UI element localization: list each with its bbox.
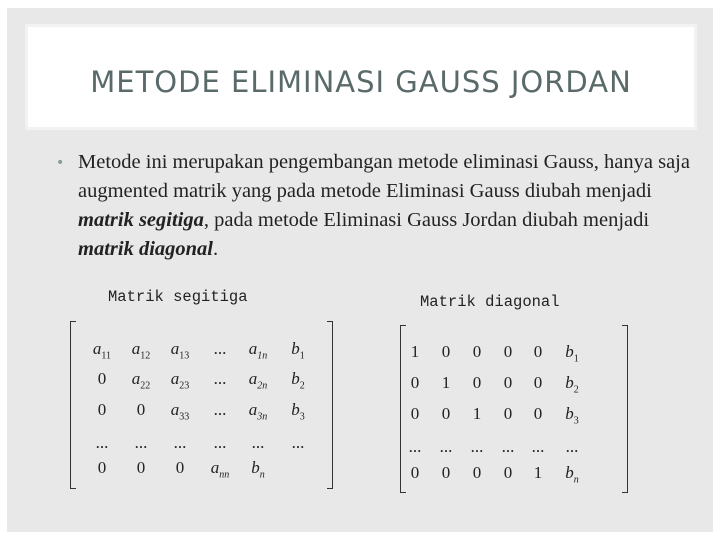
matrix-cell-subscript: nn bbox=[219, 469, 230, 481]
matrix-cell bbox=[160, 369, 200, 391]
matrix-cell-value: 0 bbox=[472, 463, 482, 482]
matrix-cell-value: ... bbox=[470, 437, 484, 456]
matrix-cell bbox=[160, 339, 200, 361]
matrix-cell-value: b bbox=[291, 400, 300, 419]
matrix-cell-value: 0 bbox=[503, 373, 513, 392]
matrix-cell-subscript: 13 bbox=[179, 350, 190, 362]
matrix-cell-subscript: 2 bbox=[573, 384, 579, 396]
slide bbox=[7, 8, 713, 532]
matrix-cell bbox=[121, 369, 161, 391]
matrix-cell-value: b bbox=[565, 404, 574, 423]
matrix-cell bbox=[238, 369, 278, 391]
matrix-cell-value: a bbox=[248, 369, 258, 388]
matrix-cell-value: 1 bbox=[472, 404, 482, 423]
matrix-cell-value: ... bbox=[251, 433, 265, 452]
matrix-cell-subscript: 1 bbox=[299, 350, 305, 362]
matrix-cell bbox=[278, 400, 318, 422]
matrix-cell-value: 0 bbox=[441, 463, 451, 482]
matrix-cell-value: ... bbox=[291, 433, 305, 452]
matrix-cell-value: ... bbox=[408, 437, 422, 456]
paragraph-text-1: Metode ini merupakan pengembangan metode eliminasi Gauss, hanya saja augmented matrik yang pada metode Eliminasi Gauss diubah menjadi bbox=[78, 151, 690, 202]
matrix-cell-value: 0 bbox=[503, 342, 513, 361]
matrix-bracket-right bbox=[327, 321, 333, 489]
matrix-cell-value: b bbox=[251, 458, 260, 477]
matrix-cell-value: a bbox=[131, 339, 141, 358]
matrix-diagonal bbox=[400, 325, 628, 493]
matrix-cell-value: 1 bbox=[533, 463, 543, 482]
matrix-cell bbox=[160, 400, 200, 422]
matrix-cell-value: a bbox=[131, 369, 141, 388]
matrix-cell-value: a bbox=[248, 400, 258, 419]
matrix-cell bbox=[121, 458, 161, 478]
matrix-cell-subscript: 3 bbox=[299, 411, 305, 423]
matrix-cell bbox=[552, 463, 592, 485]
matrix-cell-value: b bbox=[565, 463, 574, 482]
matrix-cell-subscript: 23 bbox=[179, 380, 190, 392]
matrix-cell bbox=[552, 404, 592, 426]
matrix-cell-subscript: 1 bbox=[573, 353, 579, 365]
matrix-cell-value: 0 bbox=[410, 373, 420, 392]
matrix-cell-value: b bbox=[291, 339, 300, 358]
matrix-cell bbox=[160, 458, 200, 478]
matrix-cell-value: 0 bbox=[441, 342, 451, 361]
matrix-cell-value: ... bbox=[213, 400, 227, 419]
matrix-cell bbox=[121, 339, 161, 361]
matrix-cell bbox=[238, 400, 278, 422]
matrix-cell bbox=[552, 342, 592, 364]
matrix-cell bbox=[200, 433, 240, 453]
matrix-cell-value: a bbox=[248, 339, 258, 358]
matrix-cell-value: b bbox=[565, 373, 574, 392]
matrix-segitiga bbox=[70, 321, 333, 489]
matrix-cell bbox=[278, 339, 318, 361]
matrix-cell bbox=[200, 400, 240, 420]
label-matrik-diagonal: Matrik diagonal bbox=[420, 293, 560, 311]
matrix-cell-value: 1 bbox=[410, 342, 420, 361]
matrix-cell-value: a bbox=[210, 458, 220, 477]
matrix-cell-subscript: n bbox=[573, 474, 579, 486]
matrix-cell-subscript: 12 bbox=[140, 350, 151, 362]
matrix-cell-value: ... bbox=[213, 369, 227, 388]
paragraph-text-3: . bbox=[212, 238, 219, 260]
matrix-cell-value: b bbox=[565, 342, 574, 361]
matrix-cell-value: b bbox=[291, 369, 300, 388]
matrix-cell-value: 0 bbox=[533, 373, 543, 392]
matrix-cell bbox=[82, 458, 122, 478]
matrix-cell bbox=[121, 433, 161, 453]
matrix-cell-subscript: 11 bbox=[101, 350, 112, 362]
matrix-bracket-left bbox=[70, 321, 76, 489]
matrix-cell bbox=[552, 373, 592, 395]
matrix-cell-subscript: 33 bbox=[179, 411, 190, 423]
matrix-cell bbox=[160, 433, 200, 453]
matrix-cell bbox=[82, 433, 122, 453]
matrix-cell-subscript: 2 bbox=[299, 380, 305, 392]
matrix-cell-value: a bbox=[170, 339, 180, 358]
matrix-cell-value: a bbox=[92, 339, 102, 358]
matrix-cell-value: 0 bbox=[175, 458, 185, 477]
emphasis-matrik-diagonal: matrik diagonal bbox=[78, 238, 213, 260]
matrix-cell bbox=[121, 400, 161, 420]
paragraph-text-2: , pada metode Eliminasi Gauss Jordan diubah menjadi bbox=[203, 209, 650, 231]
matrix-cell bbox=[238, 433, 278, 453]
matrix-cell-value: ... bbox=[565, 437, 579, 456]
matrix-cell-value: 0 bbox=[97, 458, 107, 477]
matrix-cell-value: 1 bbox=[441, 373, 451, 392]
emphasis-matrik-segitiga: matrik segitiga bbox=[78, 209, 204, 231]
matrix-cell-value: 0 bbox=[503, 463, 513, 482]
matrix-cell-value: ... bbox=[173, 433, 187, 452]
matrix-cell bbox=[200, 339, 240, 359]
matrix-cell-value: 0 bbox=[97, 400, 107, 419]
matrix-cell-value: ... bbox=[213, 433, 227, 452]
matrix-cell-value: 0 bbox=[533, 404, 543, 423]
matrix-cell bbox=[238, 339, 278, 361]
matrix-cell-value: 0 bbox=[441, 404, 451, 423]
matrix-cell-value: ... bbox=[531, 437, 545, 456]
matrix-cell-value: 0 bbox=[472, 373, 482, 392]
matrix-cell bbox=[278, 433, 318, 453]
bullet-paragraph bbox=[78, 148, 698, 264]
matrix-cell-value: a bbox=[170, 369, 180, 388]
title-box bbox=[25, 24, 697, 130]
matrix-cell bbox=[200, 369, 240, 389]
matrix-cell bbox=[82, 400, 122, 420]
matrix-cell-value: 0 bbox=[503, 404, 513, 423]
matrix-cell-value: 0 bbox=[136, 458, 146, 477]
matrix-cell bbox=[552, 437, 592, 457]
matrix-cell bbox=[238, 458, 278, 480]
bullet-marker: • bbox=[56, 155, 65, 171]
matrix-cell-subscript: n bbox=[259, 469, 265, 481]
matrix-cell-subscript: 2n bbox=[257, 380, 268, 392]
matrix-cell-value: ... bbox=[501, 437, 515, 456]
matrix-cell-subscript: 1n bbox=[257, 350, 268, 362]
matrix-cell bbox=[82, 339, 122, 361]
matrix-cell bbox=[278, 369, 318, 391]
matrix-cell-value: ... bbox=[95, 433, 109, 452]
label-matrik-segitiga: Matrik segitiga bbox=[108, 288, 248, 306]
matrix-cell-subscript: 22 bbox=[140, 380, 151, 392]
matrix-cell-subscript: 3 bbox=[573, 415, 579, 427]
matrix-cell-value: ... bbox=[439, 437, 453, 456]
matrix-cell bbox=[200, 458, 240, 480]
matrix-cell-value: a bbox=[170, 400, 180, 419]
matrix-bracket-right bbox=[622, 325, 628, 493]
matrix-cell-value: 0 bbox=[410, 404, 420, 423]
matrix-cell-value: 0 bbox=[97, 369, 107, 388]
matrix-cell-value: 0 bbox=[472, 342, 482, 361]
matrix-cell-value: ... bbox=[134, 433, 148, 452]
matrix-cell-value: 0 bbox=[410, 463, 420, 482]
matrix-cell-value: ... bbox=[213, 339, 227, 358]
matrix-cell-value: 0 bbox=[136, 400, 146, 419]
matrix-cell bbox=[82, 369, 122, 389]
matrix-cell-value: 0 bbox=[533, 342, 543, 361]
matrix-cell-subscript: 3n bbox=[257, 411, 268, 423]
slide-title: METODE ELIMINASI GAUSS JORDAN bbox=[90, 65, 632, 99]
